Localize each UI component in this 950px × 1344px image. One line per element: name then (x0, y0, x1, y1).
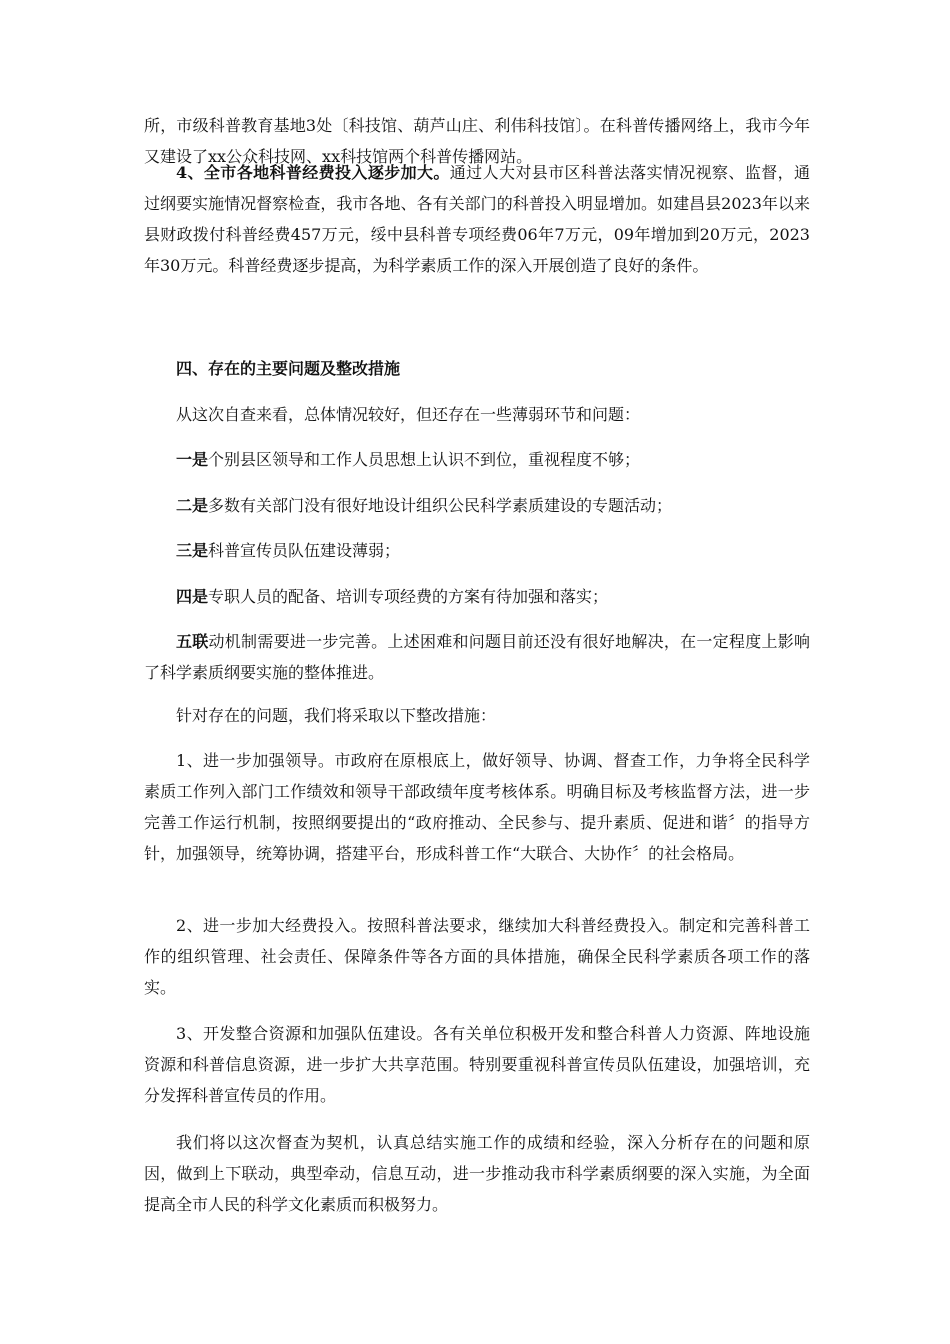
problem-item-1 (144, 444, 810, 475)
problem-item-5-lead: 五联 (176, 632, 209, 651)
problem-item-1-lead: 一是 (176, 450, 209, 469)
paragraph-self-check: 从这次自查来看，总体情况较好，但还存在一些薄弱环节和问题： (176, 405, 641, 424)
problem-item-2-text: 多数有关部门没有很好地设计组织公民科学素质建设的专题活动； (208, 496, 673, 515)
problem-item-2-lead: 二是 (176, 496, 209, 515)
problem-item-4-text: 专职人员的配备、培训专项经费的方案有待加强和落实； (208, 587, 609, 606)
problem-item-3-lead: 三是 (176, 541, 209, 560)
problem-item-4-lead: 四是 (176, 587, 209, 606)
section-heading-problems: 四、存在的主要问题及整改措施 (176, 359, 401, 378)
problem-item-3-text: 科普宣传员队伍建设薄弱； (208, 541, 401, 560)
problem-item-4 (144, 581, 810, 612)
measure-item-1: 1、进一步加强领导。市政府在原根底上，做好领导、协调、督查工作，力争将全民科学素质工作列入部门工作绩效和领导干部政绩年度考核体系。明确目标及考核监督方法，进一步完善工作运行机制，按照纲要提出的“政府推动、全民参与、提升素质、促进和谐〞的指导方针，加强领导，统筹协调，搭建平台，形成科普工作“大联合、大协作〞的社会格局。 (144, 751, 810, 863)
paragraph-funding (144, 157, 810, 281)
problem-item-5-text: 动机制需要进一步完善。上述困难和问题目前还没有很好地解决，在一定程度上影响了科学素质纲要实施的整体推进。 (144, 632, 810, 682)
paragraph-conclusion: 我们将以这次督查为契机，认真总结实施工作的成绩和经验，深入分析存在的问题和原因，做到上下联动，典型牵动，信息互动，进一步推动我市科学素质纲要的深入实施，为全面提高全市人民的科学文化素质而积极努力。 (144, 1133, 810, 1214)
paragraph-funding-lead: 4、全市各地科普经费投入逐步加大。 (176, 163, 450, 182)
paragraph-continuation: 所，市级科普教育基地3处〔科技馆、葫芦山庄、利伟科技馆〕。在科普传播网络上，我市今年又建设了xx公众科技网、xx科技馆两个科普传播网站。 (144, 116, 810, 166)
problem-item-3 (144, 535, 810, 566)
paragraph-funding-text: 通过人大对县市区科普法落实情况视察、监督，通过纲要实施情况督察检查，我市各地、各有关部门的科普投入明显增加。如建昌县2023年以来县财政拨付科普经费457万元，绥中县科普专项经费06年7万元，09年增加到20万元，2023年30万元。科普经费逐步提高，为科学素质工作的深入开展创造了良好的条件。 (144, 163, 810, 275)
measure-item-2: 2、进一步加大经费投入。按照科普法要求，继续加大科普经费投入。制定和完善科普工作的组织管理、社会责任、保障条件等各方面的具体措施，确保全民科学素质各项工作的落实。 (144, 916, 810, 997)
problem-item-1-text: 个别县区领导和工作人员思想上认识不到位，重视程度不够； (208, 450, 641, 469)
problem-item-5 (144, 626, 810, 688)
problem-item-2 (144, 490, 810, 521)
measure-item-3: 3、开发整合资源和加强队伍建设。各有关单位积极开发和整合科普人力资源、阵地设施资源和科普信息资源，进一步扩大共享范围。特别要重视科普宣传员队伍建设，加强培训，充分发挥科普宣传员的作用。 (144, 1024, 810, 1105)
paragraph-measures-intro: 针对存在的问题，我们将采取以下整改措施： (176, 706, 497, 725)
